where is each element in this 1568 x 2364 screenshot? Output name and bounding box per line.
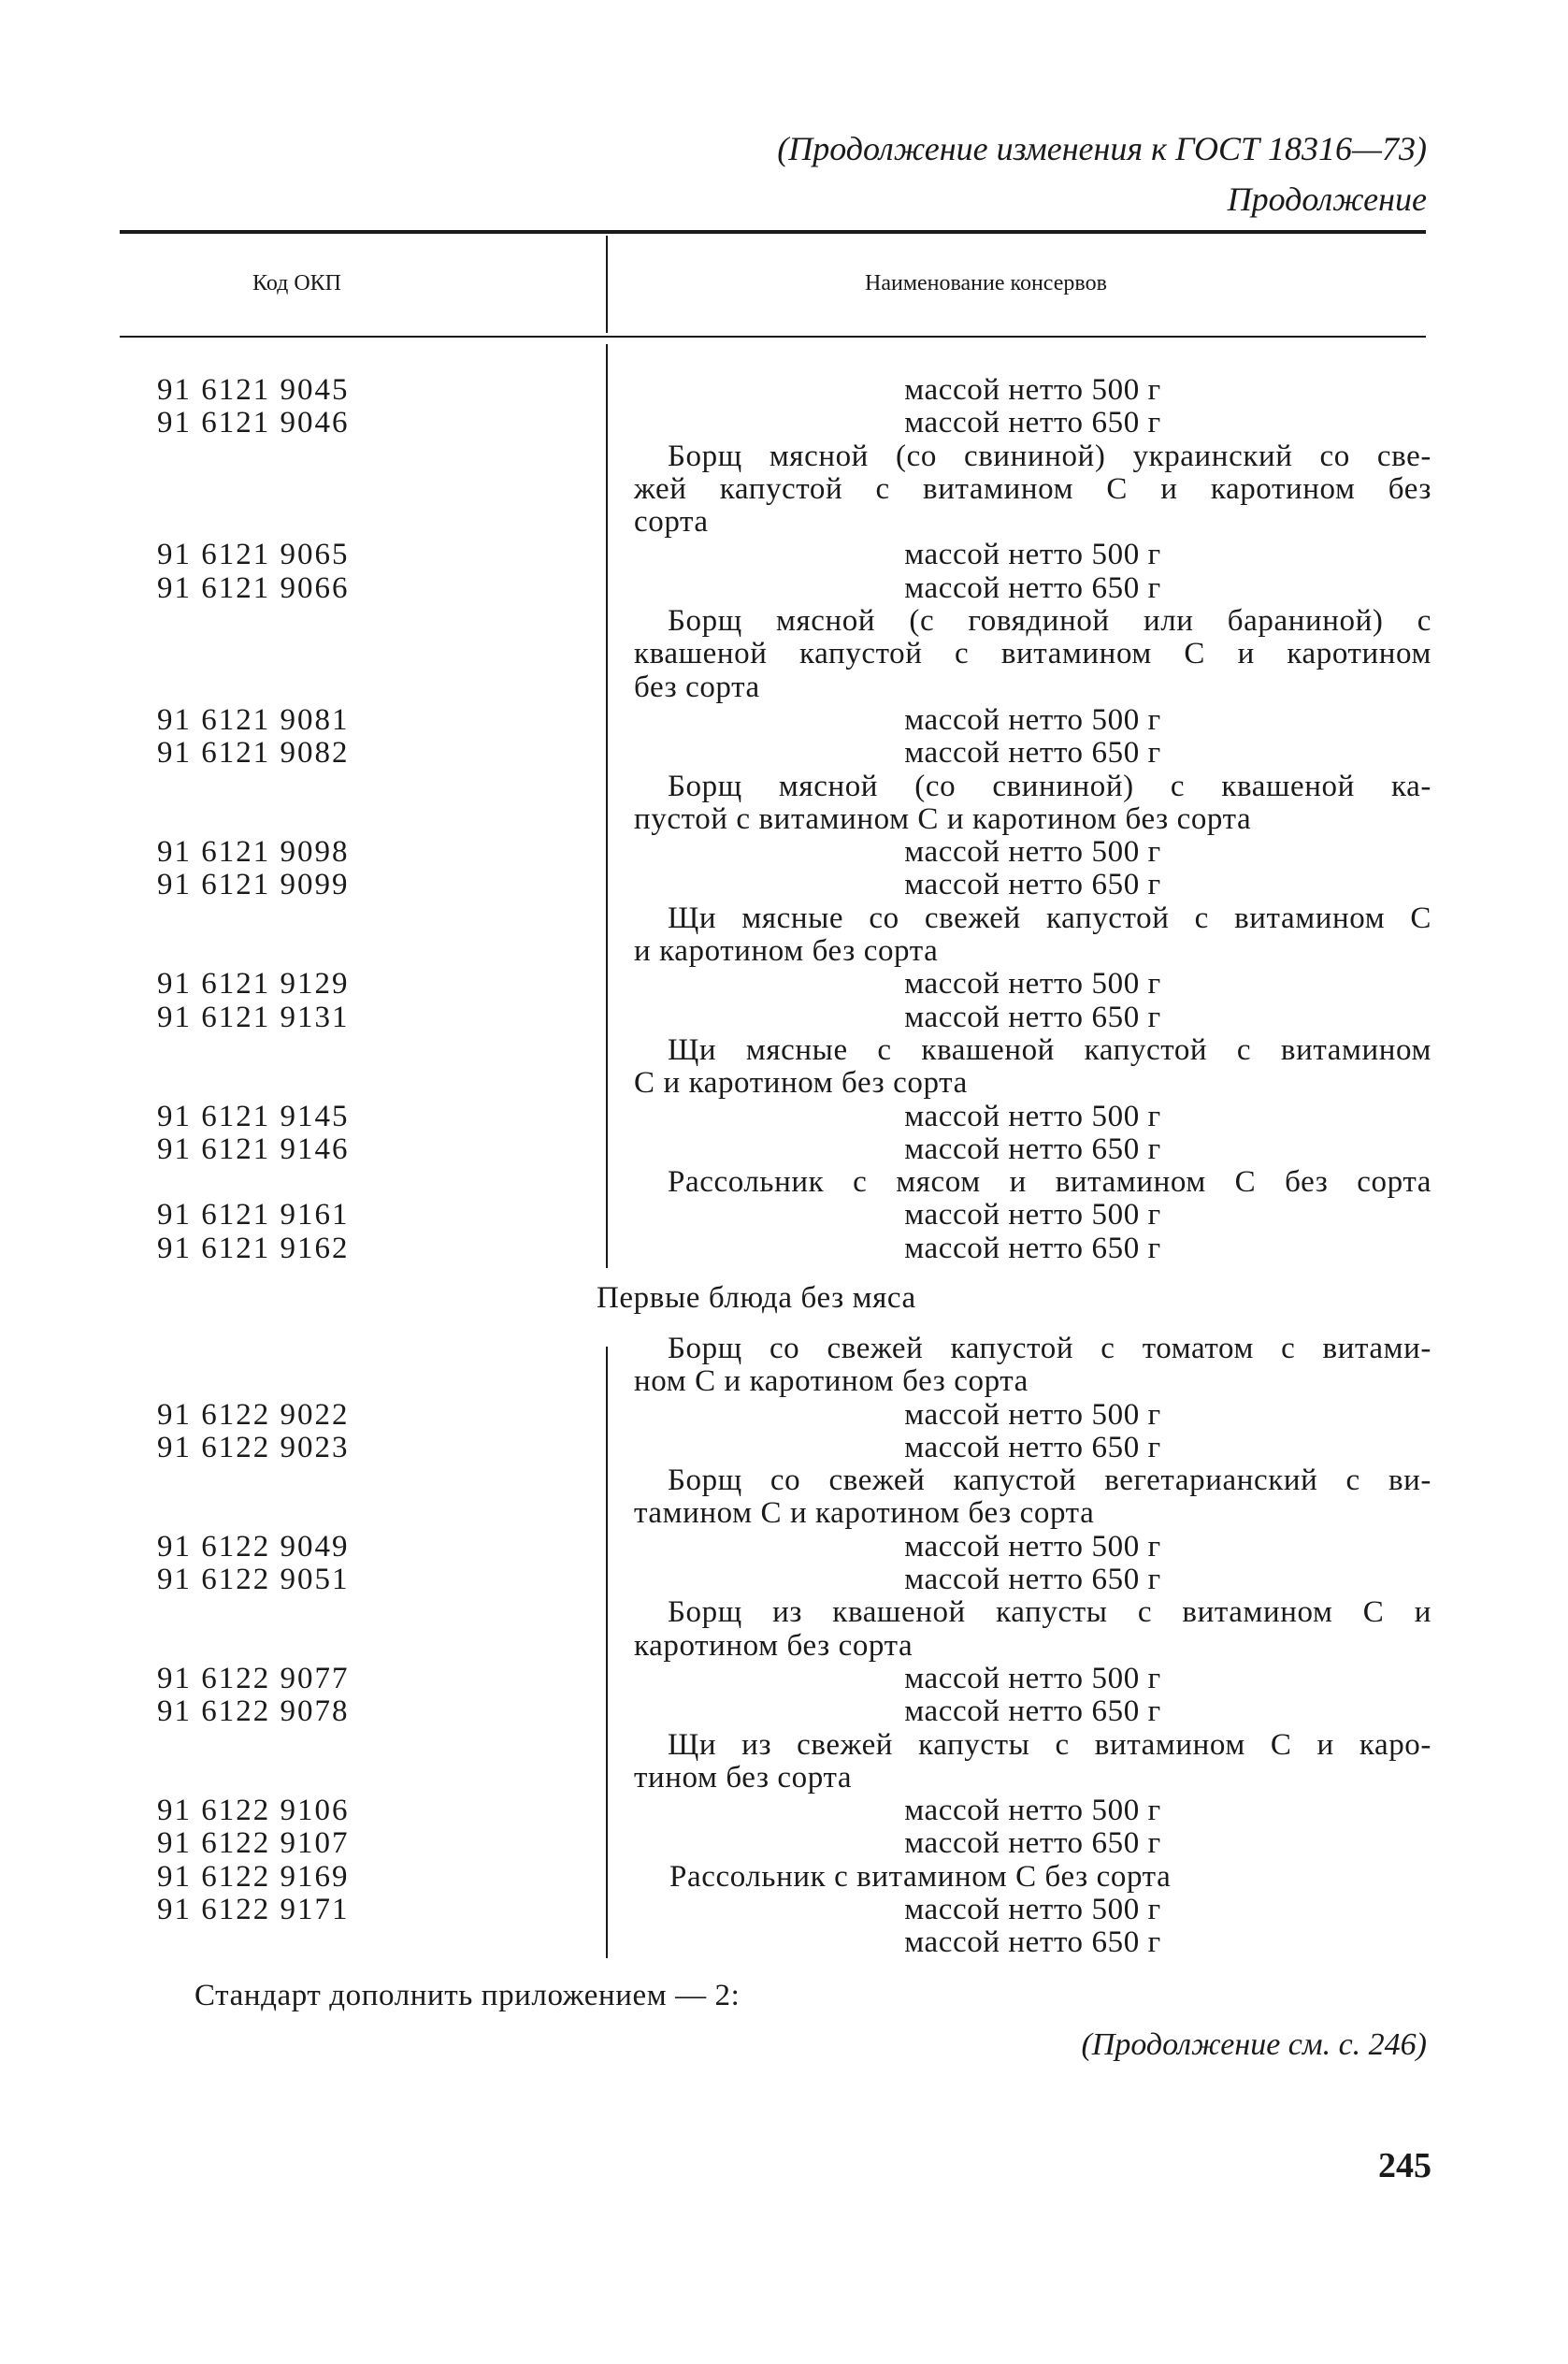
table-row [0,737,1568,770]
okp-code: 91 6121 9129 [157,967,350,1002]
product-name: массой нетто 650 г [904,1925,1161,1960]
table-row [0,374,1568,407]
table-row [0,968,1568,1001]
okp-code: 91 6121 9082 [157,736,350,771]
table-row [0,1399,1568,1432]
product-name: массой нетто 650 г [904,570,1161,605]
document-continuation-title: (Продолжение изменения к ГОСТ 18316—73) [777,130,1427,167]
product-name: массой нетто 500 г [904,373,1161,407]
table-row [0,902,1568,935]
table-section-meat [0,374,1568,1265]
product-name: массой нетто 500 г [904,1893,1161,1927]
table-row [0,1795,1568,1827]
okp-code: 91 6122 9106 [157,1794,350,1828]
product-name: квашеной капустой с витамином С и каротином [634,637,1431,671]
product-name: массой нетто 650 г [904,1826,1161,1861]
product-name: массой нетто 500 г [904,1099,1161,1133]
table-row [0,1663,1568,1695]
okp-code: 91 6121 9099 [157,868,350,902]
product-name: массой нетто 500 г [904,1529,1161,1564]
okp-code: 91 6121 9066 [157,570,350,605]
okp-code: 91 6121 9145 [157,1099,350,1133]
table-row [0,1827,1568,1860]
product-name: Щи мясные с квашеной капустой с витамином [668,1032,1431,1067]
product-name: массой нетто 650 г [904,1231,1161,1265]
product-name: каротином без сорта [634,1628,913,1663]
product-name: Щи из свежей капусты с витамином С и каро- [668,1727,1431,1762]
okp-code: 91 6122 9171 [157,1893,350,1927]
table-row [0,836,1568,869]
okp-code: 91 6121 9081 [157,702,350,737]
table-row [0,1464,1568,1497]
table-row [0,1894,1568,1926]
product-name: Борщ со свежей капустой с томатом с витами- [668,1332,1431,1365]
table-header-divider [606,236,608,333]
okp-code: 91 6122 9169 [157,1859,350,1894]
table-row [0,1133,1568,1166]
table-row [0,572,1568,605]
okp-code: 91 6122 9049 [157,1529,350,1564]
product-name: массой нетто 650 г [904,736,1161,771]
table-row [0,869,1568,901]
table-row [0,506,1568,539]
product-name: массой нетто 650 г [904,1430,1161,1464]
okp-code: 91 6121 9045 [157,373,350,407]
okp-code: 91 6121 9065 [157,538,350,572]
okp-code: 91 6121 9146 [157,1132,350,1166]
product-name: массой нетто 650 г [904,1132,1161,1166]
product-name: ном С и каротином без сорта [634,1364,1029,1399]
table-row [0,704,1568,737]
okp-code: 91 6122 9078 [157,1694,350,1729]
product-name: массой нетто 500 г [904,967,1161,1002]
product-name: жей капустой с витамином С и каротином без [634,471,1431,506]
table-row [0,803,1568,836]
product-name: массой нетто 500 г [904,538,1161,572]
okp-code: 91 6121 9098 [157,835,350,870]
table-row [0,1432,1568,1464]
product-name: пустой с витамином С и каротином без сорта [634,801,1252,836]
product-name: массой нетто 500 г [904,1198,1161,1232]
okp-code: 91 6122 9023 [157,1430,350,1464]
product-name: Рассольник с витамином С без сорта [669,1859,1172,1894]
product-name: массой нетто 500 г [904,1794,1161,1828]
table-row [0,1564,1568,1596]
table-row [0,1497,1568,1530]
column-header-code: Код ОКП [252,271,342,296]
okp-code: 91 6122 9107 [157,1826,350,1861]
table-row [0,1034,1568,1067]
product-name: массой нетто 500 г [904,835,1161,870]
table-row [0,1333,1568,1365]
product-name: массой нетто 650 г [904,1563,1161,1597]
okp-code: 91 6122 9051 [157,1563,350,1597]
table-row [0,1926,1568,1959]
table-row [0,605,1568,638]
table-top-rule [120,230,1426,234]
product-name: Борщ из квашеной капусты с витамином С и [668,1595,1431,1630]
product-name: тином без сорта [634,1760,853,1795]
table-row [0,1166,1568,1199]
section-heading: Первые блюда без мяса [597,1281,916,1315]
continued-note: (Продолжение см. с. 246) [1081,2027,1427,2062]
table-header-rule [120,336,1426,338]
okp-code: 91 6121 9162 [157,1231,350,1265]
product-name: Рассольник с мясом и витамином С без сорта [668,1165,1431,1200]
product-name: Борщ со свежей капустой вегетарианский с ви- [668,1463,1431,1498]
okp-code: 91 6121 9131 [157,1000,350,1034]
product-name: Щи мясные со свежей капустой с витамином С [668,901,1431,935]
product-name: без сорта [634,670,760,704]
table-row [0,1596,1568,1629]
product-name: Борщ мясной (со свининой) с квашеной ка- [668,769,1431,803]
table-row [0,935,1568,968]
table-row [0,1729,1568,1762]
table-row [0,1531,1568,1564]
product-name: массой нетто 500 г [904,1661,1161,1695]
table-row [0,1101,1568,1133]
product-name: С и каротином без сорта [634,1066,968,1101]
page-number: 245 [1378,2146,1431,2185]
table-row [0,1002,1568,1034]
table-row [0,1861,1568,1894]
table-row [0,1232,1568,1265]
table-row [0,771,1568,803]
table-row [0,440,1568,473]
table-row [0,1199,1568,1232]
product-name: массой нетто 500 г [904,1397,1161,1432]
table-row [0,1762,1568,1795]
table-row [0,1695,1568,1728]
product-name: массой нетто 650 г [904,406,1161,440]
table-row [0,407,1568,440]
product-name: массой нетто 650 г [904,868,1161,902]
table-row [0,539,1568,571]
table-continuation-label: Продолжение [1227,180,1427,218]
okp-code: 91 6121 9161 [157,1198,350,1232]
table-row [0,1365,1568,1398]
product-name: массой нетто 650 г [904,1000,1161,1034]
product-name: массой нетто 650 г [904,1694,1161,1729]
column-header-name: Наименование консервов [865,271,1107,296]
table-row [0,1067,1568,1100]
table-row [0,1630,1568,1663]
product-name: массой нетто 500 г [904,702,1161,737]
product-name: тамином С и каротином без сорта [634,1496,1095,1531]
footer-note: Стандарт дополнить приложением — 2: [194,1979,741,2012]
okp-code: 91 6121 9046 [157,406,350,440]
table-row [0,638,1568,670]
table-row [0,473,1568,506]
okp-code: 91 6122 9022 [157,1397,350,1432]
product-name: Борщ мясной (с говядиной или бараниной) с [668,604,1431,639]
table-section-meatless [0,1333,1568,1960]
table-row [0,671,1568,704]
product-name: сорта [634,505,709,540]
product-name: и каротином без сорта [634,934,939,969]
product-name: Борщ мясной (со свининой) украинский со све- [668,439,1431,473]
okp-code: 91 6122 9077 [157,1661,350,1695]
